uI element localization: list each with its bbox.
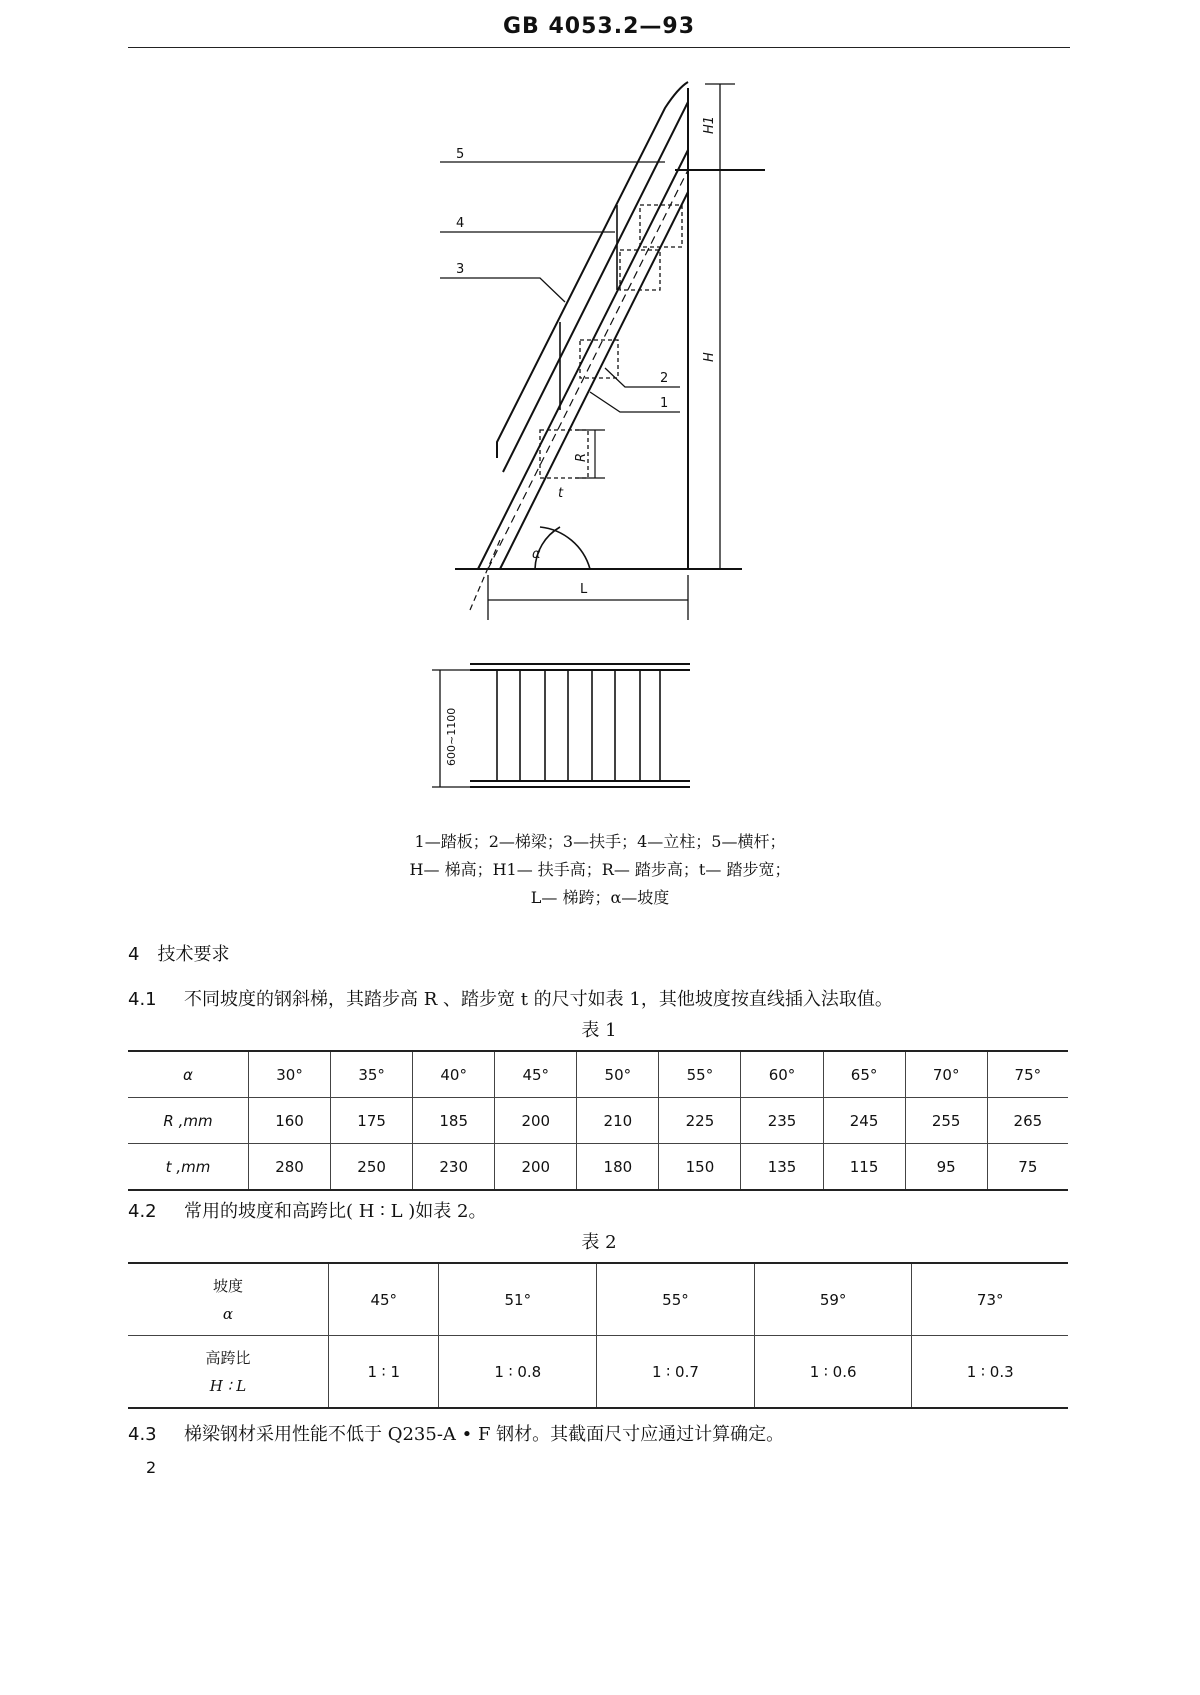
- table-1: [128, 1050, 1068, 1191]
- row-header: [128, 1336, 329, 1409]
- section-number: 4: [128, 944, 140, 965]
- steel-stair-drawing: [0, 0, 1200, 820]
- row-header-bottom: α: [222, 1304, 234, 1323]
- paragraph-4-2: [128, 1197, 486, 1223]
- table-cell: 160: [249, 1098, 331, 1144]
- table-cell: 115: [823, 1144, 905, 1191]
- paragraph-4-3: [128, 1420, 784, 1446]
- row-header: [128, 1263, 329, 1336]
- table-cell: 175: [331, 1098, 413, 1144]
- table-cell: 235: [741, 1098, 823, 1144]
- table-cell: 45°: [495, 1051, 577, 1098]
- table-cell: 75: [987, 1144, 1068, 1191]
- table-cell: 45°: [329, 1263, 439, 1336]
- table-cell: 51°: [439, 1263, 597, 1336]
- section-4-title: [128, 940, 247, 966]
- clause-text: 常用的坡度和高跨比( H ∶ L )如表 2。: [184, 1201, 487, 1222]
- table-cell: 65°: [823, 1051, 905, 1098]
- table-cell: 1 ∶ 0.7: [597, 1336, 755, 1409]
- figure-caption-line-2: H— 梯高；H1— 扶手高；R— 踏步高；t— 踏步宽；: [409, 860, 791, 879]
- label-item3: 3: [456, 262, 465, 277]
- clause-number: 4.1: [128, 989, 157, 1010]
- table-cell: 210: [577, 1098, 659, 1144]
- label-item4: 4: [456, 216, 465, 231]
- document-header: GB 4053.2—93: [503, 14, 695, 39]
- page-number: 2: [146, 1458, 157, 1477]
- table-row: [128, 1051, 1068, 1098]
- table-cell: 59°: [754, 1263, 912, 1336]
- table-2: [128, 1262, 1068, 1409]
- table-cell: 185: [413, 1098, 495, 1144]
- paragraph-4-1: [128, 985, 893, 1011]
- row-header-bottom: H ∶ L: [209, 1376, 247, 1395]
- table-cell: 55°: [659, 1051, 741, 1098]
- stringer-top: [478, 150, 688, 569]
- label-L: L: [580, 582, 588, 597]
- clause-text: 梯梁钢材采用性能不低于 Q235-A • F 钢材。其截面尺寸应通过计算确定。: [184, 1424, 785, 1445]
- label-R: R: [574, 452, 589, 462]
- row-header-top: 高跨比: [205, 1348, 251, 1367]
- table-2-title: 表 2: [581, 1232, 617, 1253]
- label-width-dim: 600~1100: [445, 707, 458, 766]
- table-cell: 73°: [912, 1263, 1068, 1336]
- table-cell: 150: [659, 1144, 741, 1191]
- table-cell: 55°: [597, 1263, 755, 1336]
- table-cell: 35°: [331, 1051, 413, 1098]
- table-row: [128, 1336, 1068, 1409]
- label-t: t: [558, 486, 564, 501]
- table-cell: 1 ∶ 0.8: [439, 1336, 597, 1409]
- clause-number: 4.2: [128, 1201, 157, 1222]
- table-cell: 75°: [987, 1051, 1068, 1098]
- table-row: [128, 1263, 1068, 1336]
- table-1-title: 表 1: [581, 1020, 617, 1041]
- table-cell: 40°: [413, 1051, 495, 1098]
- label-H: H: [702, 352, 717, 362]
- table-cell: 255: [905, 1098, 987, 1144]
- label-H1: H1: [702, 115, 717, 134]
- table-cell: 50°: [577, 1051, 659, 1098]
- figure-caption-line-1: 1—踏板；2—梯梁；3—扶手；4—立柱；5—横杆；: [414, 832, 786, 851]
- row-header-top: 坡度: [212, 1276, 243, 1295]
- clause-text: 不同坡度的钢斜梯，其踏步高 R 、踏步宽 t 的尺寸如表 1，其他坡度按直线插入法取值。: [184, 989, 893, 1010]
- label-item2: 2: [660, 371, 669, 386]
- table-cell: 1 ∶ 0.3: [912, 1336, 1068, 1409]
- table-cell: 70°: [905, 1051, 987, 1098]
- clause-number: 4.3: [128, 1424, 157, 1445]
- table-row: [128, 1144, 1068, 1191]
- table-cell: 95: [905, 1144, 987, 1191]
- table-cell: 280: [249, 1144, 331, 1191]
- table-cell: 265: [987, 1098, 1068, 1144]
- figure-caption-line-3: L— 梯跨；α—坡度: [530, 888, 670, 907]
- label-alpha: α: [532, 547, 541, 562]
- table-cell: 30°: [249, 1051, 331, 1098]
- table-cell: 230: [413, 1144, 495, 1191]
- label-item1: 1: [660, 396, 669, 411]
- section-heading: 技术要求: [157, 944, 230, 965]
- stringer-center: [488, 170, 688, 569]
- table-cell: 180: [577, 1144, 659, 1191]
- table-cell: 225: [659, 1098, 741, 1144]
- table-cell: 245: [823, 1098, 905, 1144]
- table-cell: 135: [741, 1144, 823, 1191]
- label-item5: 5: [456, 147, 465, 162]
- stair-plan-view: [432, 664, 690, 787]
- row-header: t ,mm: [128, 1144, 249, 1191]
- table-cell: 1 ∶ 1: [329, 1336, 439, 1409]
- table-cell: 200: [495, 1098, 577, 1144]
- row-header: α: [128, 1051, 249, 1098]
- row-header: R ,mm: [128, 1098, 249, 1144]
- table-cell: 250: [331, 1144, 413, 1191]
- table-cell: 200: [495, 1144, 577, 1191]
- table-row: [128, 1098, 1068, 1144]
- table-cell: 1 ∶ 0.6: [754, 1336, 912, 1409]
- table-cell: 60°: [741, 1051, 823, 1098]
